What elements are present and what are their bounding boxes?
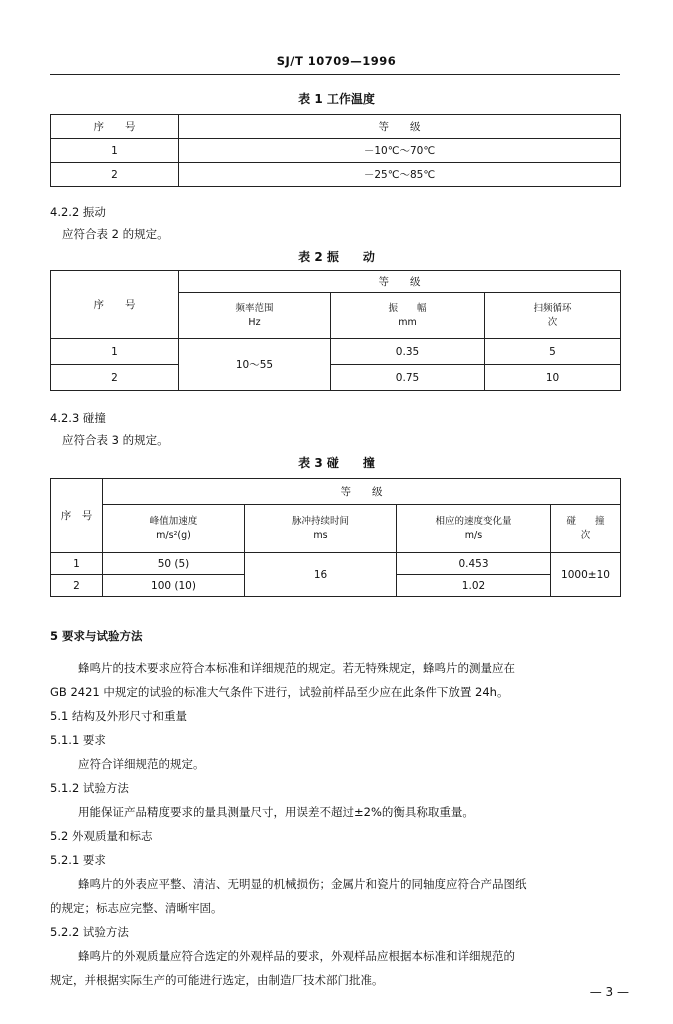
table2-header-grade: 等 级 bbox=[179, 271, 621, 293]
section-4-2-3-text: 应符合表 3 的规定。 bbox=[62, 433, 169, 447]
table3-cell-vel: 0.453 bbox=[397, 553, 551, 575]
section-4-2-2-text: 应符合表 2 的规定。 bbox=[62, 227, 169, 241]
table-row bbox=[51, 139, 621, 163]
table-row bbox=[51, 553, 621, 575]
table2-header-no: 序 号 bbox=[51, 271, 179, 339]
section-5-2-heading: 5.2 外观质量和标志 bbox=[50, 829, 153, 843]
table3-cell-acc: 50 (5) bbox=[103, 553, 245, 575]
table2-header-freq-label: 频率范围 bbox=[235, 302, 274, 314]
table2-header-cycle-unit: 次 bbox=[547, 316, 558, 328]
table3-header-grade: 等 级 bbox=[103, 479, 621, 505]
table3-header-bump-unit: 次 bbox=[580, 529, 591, 541]
section-5-2-2-line1: 蜂鸣片的外观质量应符合选定的外观样品的要求，外观样品应根据本标准和详细规范的 bbox=[78, 949, 515, 963]
table3-header-vel-label: 相应的速度变化量 bbox=[435, 515, 512, 527]
table3-header-acc-unit: m/s²(g) bbox=[156, 529, 191, 541]
table3-cell-no: 1 bbox=[51, 553, 103, 575]
table3-cell-bump: 1000±10 bbox=[551, 553, 621, 597]
table3-cell-dur: 16 bbox=[245, 553, 397, 597]
table3-cell-no: 2 bbox=[51, 575, 103, 597]
table1-header-grade: 等 级 bbox=[179, 115, 621, 139]
section-5-2-1-heading: 5.2.1 要求 bbox=[50, 853, 106, 867]
table2-cell-freq: 10～55 bbox=[179, 339, 331, 391]
table2-cell-cycle: 5 bbox=[485, 339, 621, 365]
table3-header-bump bbox=[551, 505, 621, 553]
section-5-para-line1: 蜂鸣片的技术要求应符合本标准和详细规范的规定。若无特殊规定，蜂鸣片的测量应在 bbox=[78, 661, 515, 675]
table1-cell-no: 2 bbox=[51, 163, 179, 187]
section-5-1-2-heading: 5.1.2 试验方法 bbox=[50, 781, 129, 795]
table3-header-dur-unit: ms bbox=[313, 529, 328, 541]
section-5-1-2-text: 用能保证产品精度要求的量具测量尺寸，用误差不超过±2%的衡具称取重量。 bbox=[78, 805, 474, 819]
table1-cell-no: 1 bbox=[51, 139, 179, 163]
table3 bbox=[50, 478, 621, 597]
document-id: SJ/T 10709—1996 bbox=[276, 54, 397, 68]
table3-header-bump-label: 碰 撞 bbox=[566, 515, 605, 527]
table2-cell-no: 2 bbox=[51, 365, 179, 391]
table2-header-freq-unit: Hz bbox=[248, 316, 261, 328]
table1-cell-grade: －10℃～70℃ bbox=[179, 139, 621, 163]
table1-header-no: 序 号 bbox=[51, 115, 179, 139]
table2-cell-no: 1 bbox=[51, 339, 179, 365]
table2-header-amp-unit: mm bbox=[398, 316, 417, 328]
table2-cell-cycle: 10 bbox=[485, 365, 621, 391]
section-5-2-2-heading: 5.2.2 试验方法 bbox=[50, 925, 129, 939]
table3-cell-acc: 100 (10) bbox=[103, 575, 245, 597]
table1 bbox=[50, 114, 621, 187]
section-5-para-line2: GB 2421 中规定的试验的标准大气条件下进行，试验前样品至少应在此条件下放置 24h。 bbox=[50, 685, 509, 699]
table3-header-vel bbox=[397, 505, 551, 553]
section-4-2-3-heading: 4.2.3 碰撞 bbox=[50, 411, 106, 425]
table2-header-cycle-label: 扫频循环 bbox=[533, 302, 572, 314]
section-4-2-2-heading: 4.2.2 振动 bbox=[50, 205, 106, 219]
page-number: — 3 — bbox=[589, 985, 629, 999]
table3-header-dur-label: 脉冲持续时间 bbox=[291, 515, 349, 527]
section-5-1-1-heading: 5.1.1 要求 bbox=[50, 733, 106, 747]
section-5-1-1-text: 应符合详细规范的规定。 bbox=[78, 757, 205, 771]
table2-caption: 表 2 振 动 bbox=[298, 250, 375, 264]
table3-cell-vel: 1.02 bbox=[397, 575, 551, 597]
table3-caption: 表 3 碰 撞 bbox=[298, 456, 375, 470]
table-row bbox=[51, 163, 621, 187]
table3-header-no: 序 号 bbox=[51, 479, 103, 553]
section-5-2-1-line2: 的规定；标志应完整、清晰牢固。 bbox=[50, 901, 223, 915]
table3-header-dur bbox=[245, 505, 397, 553]
section-5-2-2-line2: 规定，并根据实际生产的可能进行选定，由制造厂技术部门批准。 bbox=[50, 973, 384, 987]
table2-cell-amp: 0.75 bbox=[331, 365, 485, 391]
table2-header-cycle bbox=[485, 293, 621, 339]
table3-header-vel-unit: m/s bbox=[464, 529, 483, 541]
table2-header-amp bbox=[331, 293, 485, 339]
header-rule bbox=[50, 74, 620, 75]
table2-header-amp-label: 振 幅 bbox=[388, 302, 427, 314]
section-5-heading: 5 要求与试验方法 bbox=[50, 629, 143, 643]
table-row bbox=[51, 365, 621, 391]
section-5-1-heading: 5.1 结构及外形尺寸和重量 bbox=[50, 709, 187, 723]
table1-caption: 表 1 工作温度 bbox=[298, 92, 375, 106]
table1-cell-grade: －25℃～85℃ bbox=[179, 163, 621, 187]
table3-header-acc-label: 峰值加速度 bbox=[149, 515, 198, 527]
table2 bbox=[50, 270, 621, 391]
table2-cell-amp: 0.35 bbox=[331, 339, 485, 365]
table3-header-acc bbox=[103, 505, 245, 553]
table-row bbox=[51, 339, 621, 365]
section-5-2-1-line1: 蜂鸣片的外表应平整、清洁、无明显的机械损伤；金属片和瓷片的同轴度应符合产品图纸 bbox=[78, 877, 527, 891]
table2-header-freq bbox=[179, 293, 331, 339]
